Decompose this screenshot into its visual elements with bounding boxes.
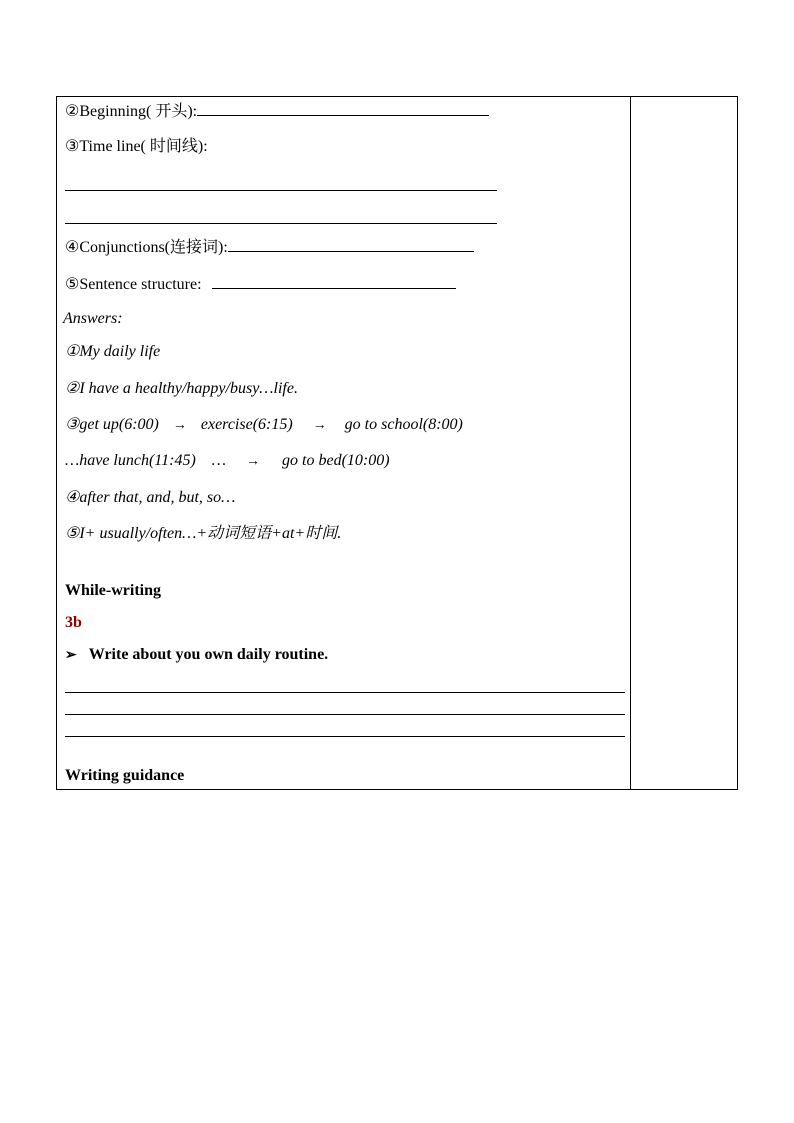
worksheet-table xyxy=(56,96,738,790)
task-text: Write about you own daily routine. xyxy=(88,646,329,663)
while-writing-heading: While-writing xyxy=(65,582,161,599)
conjunctions-blank[interactable] xyxy=(228,237,474,252)
writing-line-1[interactable] xyxy=(65,692,625,693)
task-instruction xyxy=(65,645,328,666)
column-divider xyxy=(630,97,631,789)
beginning-row xyxy=(65,101,489,122)
conjunctions-label: ④Conjunctions(连接词): xyxy=(65,239,228,256)
writing-line-2[interactable] xyxy=(65,714,625,715)
answer-3-step-1: ③get up(6:00) xyxy=(65,416,159,433)
arrow-icon: → xyxy=(312,418,327,433)
answer-3b-ellipsis: … xyxy=(211,452,227,469)
answer-4: ④after that, and, but, so… xyxy=(65,489,236,506)
task-label-3b: 3b xyxy=(65,614,82,631)
beginning-blank[interactable] xyxy=(197,101,489,116)
answer-3-continued xyxy=(65,451,390,472)
conjunctions-row xyxy=(65,237,474,258)
answer-1: ①My daily life xyxy=(65,343,161,360)
answer-3-step-2: exercise(6:15) xyxy=(200,416,293,433)
answer-3 xyxy=(65,415,463,436)
sentence-structure-row xyxy=(65,274,456,295)
answer-3-step-3: go to school(8:00) xyxy=(344,416,463,433)
writing-guidance-heading: Writing guidance xyxy=(65,767,185,784)
sentence-structure-label: ⑤Sentence structure: xyxy=(65,276,202,293)
beginning-label: ②Beginning( 开头): xyxy=(65,103,198,120)
timeline-label: ③Time line( 时间线): xyxy=(65,138,208,155)
answer-5: ⑤I+ usually/often…+动词短语+at+时间. xyxy=(65,525,342,542)
arrowhead-bullet-icon: ➢ xyxy=(65,648,77,663)
arrow-icon: → xyxy=(246,454,261,469)
timeline-blank-2[interactable] xyxy=(65,223,497,224)
arrow-icon: → xyxy=(172,418,187,433)
writing-line-3[interactable] xyxy=(65,736,625,737)
timeline-row xyxy=(65,137,208,157)
sentence-structure-blank[interactable] xyxy=(212,274,456,289)
answer-2: ②I have a healthy/happy/busy…life. xyxy=(65,380,298,397)
answer-3b-step-3: go to bed(10:00) xyxy=(282,452,390,469)
timeline-blank-1[interactable] xyxy=(65,190,497,191)
answers-heading: Answers: xyxy=(63,310,123,327)
answer-3b-step-1: …have lunch(11:45) xyxy=(65,452,196,469)
